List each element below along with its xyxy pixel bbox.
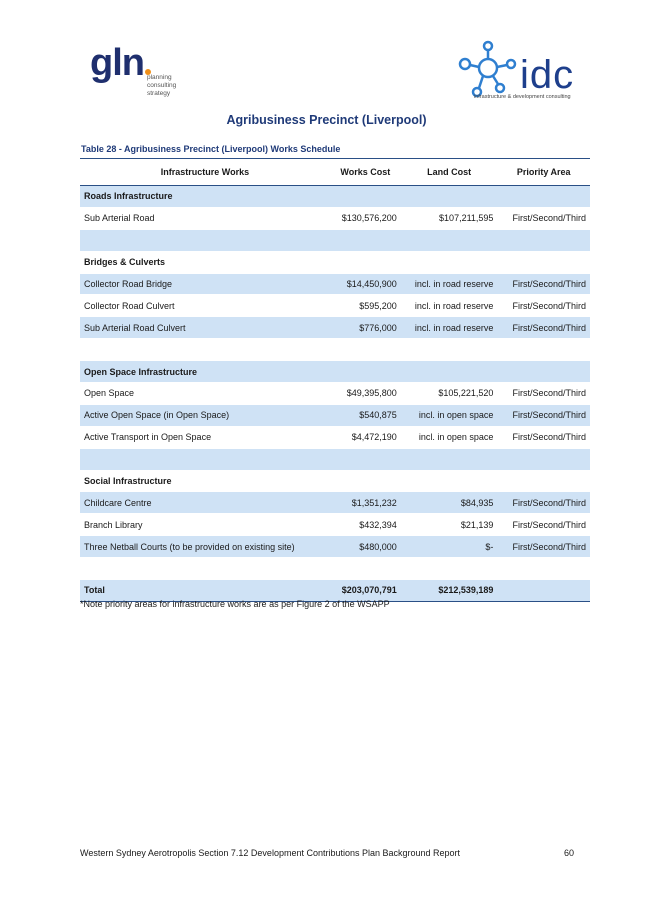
works-schedule-table (80, 158, 590, 602)
section-heading: Social Infrastructure (80, 470, 590, 492)
table-row (80, 317, 590, 339)
cell-works-cost (330, 339, 401, 361)
cell-priority-area: First/Second/Third (497, 295, 590, 317)
cell-priority-area: First/Second/Third (497, 536, 590, 558)
cell-works-cost: $432,394 (330, 514, 401, 536)
section-heading: Roads Infrastructure (80, 186, 590, 208)
cell-works-cost: $14,450,900 (330, 273, 401, 295)
cell-land-cost: $212,539,189 (401, 580, 498, 602)
cell-name: Open Space (80, 383, 330, 405)
cell-name: Sub Arterial Road Culvert (80, 317, 330, 339)
cell-works-cost: $540,875 (330, 404, 401, 426)
section-heading-row (80, 470, 590, 492)
table-row (80, 536, 590, 558)
spacer-row (80, 448, 590, 470)
cell-land-cost: $21,139 (401, 514, 498, 536)
gln-tagline-line: strategy (147, 90, 171, 97)
table-row (80, 207, 590, 229)
cell-land-cost: $- (401, 536, 498, 558)
cell-name: Collector Road Culvert (80, 295, 330, 317)
cell-land-cost: incl. in road reserve (401, 317, 498, 339)
cell-priority-area: First/Second/Third (497, 514, 590, 536)
gln-tagline-line: planning (147, 74, 172, 81)
column-header: Land Cost (401, 159, 498, 186)
table-note: *Note priority areas for infrastructure works are as per Figure 2 of the WSAPP (80, 599, 390, 609)
cell-priority-area: First/Second/Third (497, 207, 590, 229)
cell-works-cost (330, 448, 401, 470)
section-heading: Open Space Infrastructure (80, 361, 590, 383)
cell-land-cost: incl. in open space (401, 426, 498, 448)
cell-name: Total (80, 580, 330, 602)
cell-works-cost: $130,576,200 (330, 207, 401, 229)
cell-name: Branch Library (80, 514, 330, 536)
cell-works-cost (330, 229, 401, 251)
table-row (80, 295, 590, 317)
footer-text: Western Sydney Aerotropolis Section 7.12 Development Contributions Plan Background Report (80, 848, 461, 858)
cell-priority-area: First/Second/Third (497, 426, 590, 448)
column-header: Priority Area (497, 159, 590, 186)
cell-name: Childcare Centre (80, 492, 330, 514)
cell-priority-area: First/Second/Third (497, 273, 590, 295)
cell-works-cost: $595,200 (330, 295, 401, 317)
cell-works-cost: $49,395,800 (330, 383, 401, 405)
spacer-row (80, 339, 590, 361)
cell-priority-area: First/Second/Third (497, 492, 590, 514)
cell-works-cost: $203,070,791 (330, 580, 401, 602)
cell-priority-area: First/Second/Third (497, 317, 590, 339)
cell-land-cost (401, 339, 498, 361)
table-body (80, 186, 590, 602)
cell-priority-area (497, 580, 590, 602)
cell-name: Active Open Space (in Open Space) (80, 404, 330, 426)
page-title: Agribusiness Precinct (Liverpool) (226, 113, 427, 127)
cell-priority-area (497, 229, 590, 251)
cell-name (80, 558, 330, 580)
table-row (80, 426, 590, 448)
column-header: Works Cost (330, 159, 401, 186)
spacer-row (80, 558, 590, 580)
cell-name: Three Netball Courts (to be provided on existing site) (80, 536, 330, 558)
table-row (80, 273, 590, 295)
table-caption: Table 28 - Agribusiness Precinct (Liverpool) Works Schedule (81, 144, 341, 154)
cell-name: Active Transport in Open Space (80, 426, 330, 448)
cell-land-cost: incl. in road reserve (401, 295, 498, 317)
cell-priority-area: First/Second/Third (497, 383, 590, 405)
cell-name (80, 448, 330, 470)
table-header-row (80, 159, 590, 186)
section-heading-row (80, 186, 590, 208)
cell-name: Sub Arterial Road (80, 207, 330, 229)
cell-works-cost: $4,472,190 (330, 426, 401, 448)
gln-logo (90, 42, 177, 97)
section-heading-row (80, 251, 590, 273)
gln-logo-text: gln (90, 42, 144, 84)
cell-priority-area (497, 448, 590, 470)
cell-name (80, 339, 330, 361)
cell-name: Collector Road Bridge (80, 273, 330, 295)
idc-logo-text: idc (520, 53, 575, 97)
cell-works-cost: $1,351,232 (330, 492, 401, 514)
cell-land-cost: incl. in open space (401, 404, 498, 426)
cell-land-cost: $107,211,595 (401, 207, 498, 229)
column-header: Infrastructure Works (80, 159, 330, 186)
cell-name (80, 229, 330, 251)
section-heading: Bridges & Culverts (80, 251, 590, 273)
spacer-row (80, 229, 590, 251)
cell-land-cost (401, 448, 498, 470)
cell-works-cost: $776,000 (330, 317, 401, 339)
cell-works-cost (330, 558, 401, 580)
cell-priority-area (497, 339, 590, 361)
cell-land-cost (401, 229, 498, 251)
table-row (80, 383, 590, 405)
section-heading-row (80, 361, 590, 383)
cell-land-cost: $105,221,520 (401, 383, 498, 405)
table-row (80, 514, 590, 536)
cell-land-cost: $84,935 (401, 492, 498, 514)
gln-tagline-line: consulting (147, 82, 177, 89)
cell-land-cost (401, 558, 498, 580)
table-row (80, 492, 590, 514)
cell-land-cost: incl. in road reserve (401, 273, 498, 295)
cell-works-cost: $480,000 (330, 536, 401, 558)
cell-priority-area (497, 558, 590, 580)
page-number: 60 (564, 848, 575, 858)
idc-tagline: infrastructure & development consulting (474, 94, 571, 100)
gln-tagline (147, 74, 207, 98)
cell-priority-area: First/Second/Third (497, 404, 590, 426)
table-row (80, 404, 590, 426)
